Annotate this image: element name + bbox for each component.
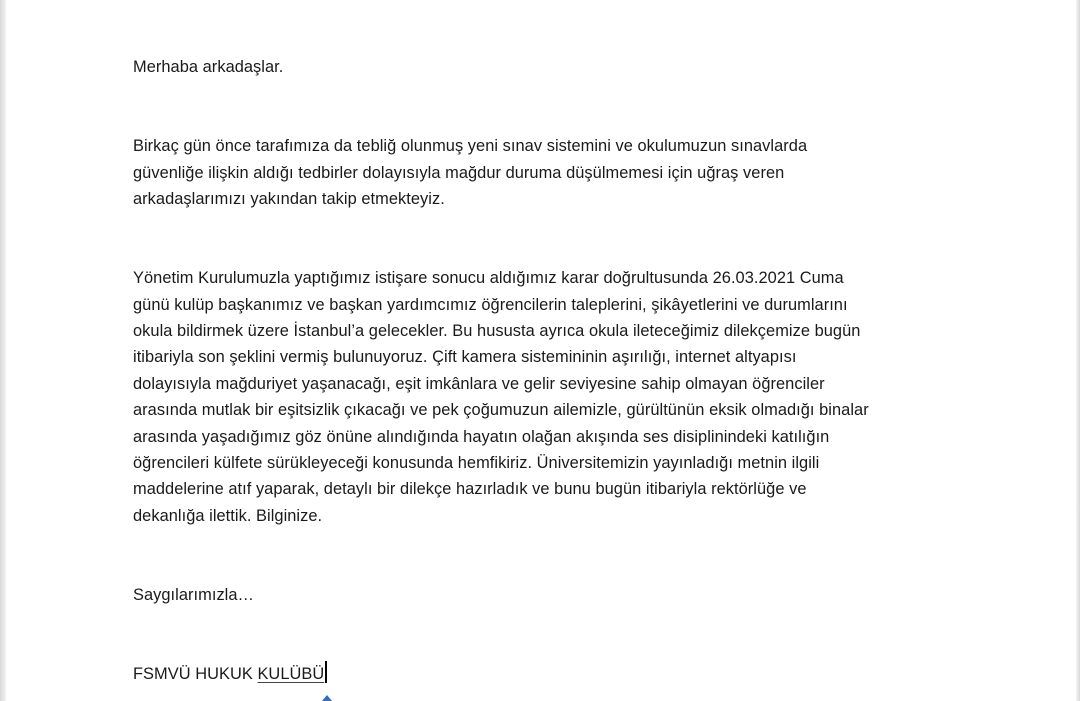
paragraph-1-line: Birkaç gün önce tarafımıza da tebliğ olunmuş yeni sınav sistemini ve okulumuzun sınavlarda: [133, 137, 808, 156]
paragraph-2-line: okula bildirmek üzere İstanbul’a gelecekler. Bu hususta ayrıca okula ileteceğimiz dilekçemize bugün: [133, 322, 861, 341]
cursor-marker-icon: [322, 695, 332, 701]
paragraph-2-line: dekanlığa ilettik. Bilginize.: [133, 506, 323, 525]
paragraph-2-line: günü kulüp başkanımız ve başkan yardımcımız öğrencilerin taleplerini, şikâyetlerini ve durumlarını: [133, 295, 848, 314]
page-left-edge: [0, 0, 6, 701]
paragraph-2-line: arasında yaşadığımız göz önüne alındığında hayatın olağan akışında ses disiplinindeki katılığın: [133, 427, 830, 446]
paragraph-2-line: dolayısıyla mağduriyet yaşanacağı, eşit imkânlara ve gelir seviyesine sahip olmayan öğrenciler: [133, 374, 825, 393]
signature-prefix: FSMVÜ HUKUK: [133, 665, 258, 684]
signature-underlined-word: KULÜBÜ: [257, 665, 325, 684]
document-body[interactable]: [133, 54, 923, 688]
paragraph-1: [133, 133, 923, 212]
paragraph-2-line: öğrencileri külfete sürükleyeceği konusunda hemfikiriz. Üniversitemizin yayınladığı metnin ilgili: [133, 454, 820, 473]
closing-line: Saygılarımızla…: [133, 586, 254, 605]
paragraph-2: [133, 265, 923, 529]
paragraph-2-line: itibariyla son şeklini vermiş bulunuyoruz. Çift kamera sistemininin aşırılığı, internet altyapısı: [133, 348, 797, 367]
paragraph-2-line: maddelerine atıf yaparak, detaylı bir dilekçe hazırladık ve bunu bugün itibariyla rektörlüğe ve: [133, 480, 807, 499]
paragraph-1-line: arkadaşlarımızı yakından takip etmekteyiz.: [133, 190, 445, 209]
paragraph-2-line: Yönetim Kurulumuzla yaptığımız istişare sonucu aldığımız karar doğrultusunda 26.03.2021 Cuma: [133, 269, 844, 288]
text-cursor: [325, 661, 327, 683]
paragraph-1-line: güvenliğe ilişkin aldığı tedbirler dolayısıyla mağdur duruma düşülmemesi için uğraş veren: [133, 163, 785, 182]
greeting-line: Merhaba arkadaşlar.: [133, 58, 284, 76]
paragraph-2-line: arasında mutlak bir eşitsizlik çıkacağı ve pek çoğumuzun ailemizle, gürültünün eksik olmadığı binalar: [133, 401, 869, 420]
signature-line: [133, 661, 923, 687]
page-right-edge: [1076, 0, 1080, 701]
